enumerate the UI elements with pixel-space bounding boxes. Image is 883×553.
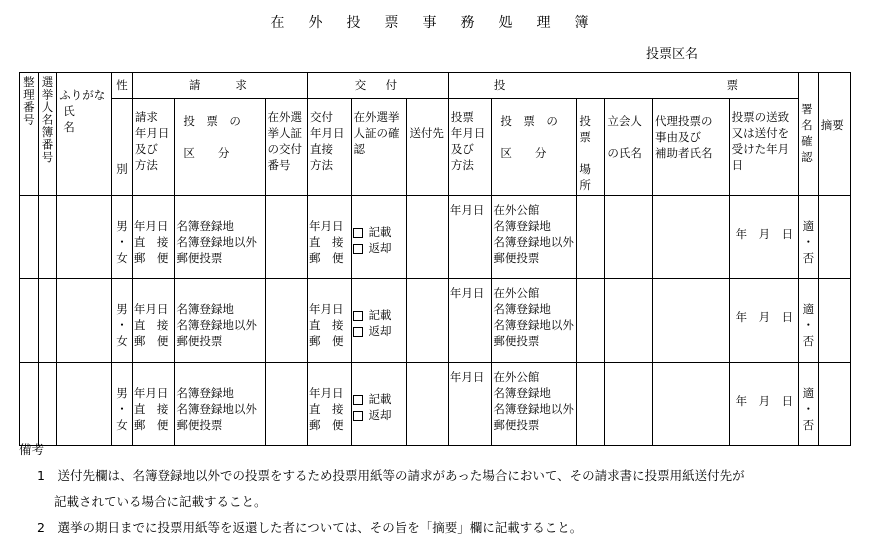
header-tohyo: 投 票 <box>448 73 798 99</box>
checkbox-icon[interactable] <box>353 311 363 321</box>
vote-date-cell: 年月日 <box>448 196 492 279</box>
notes-section <box>19 437 879 541</box>
header-shomei: 署名 確認 <box>799 73 819 196</box>
header-tekiyo: 摘要 <box>818 73 850 196</box>
header-kofu: 交 付 <box>307 73 448 99</box>
gender-cell: 男 ・ 女 <box>112 279 133 363</box>
header-seikyu-date: 請求 年月日 及び 方法 <box>132 99 174 196</box>
table-row <box>20 279 851 363</box>
confirm-cell: 記載 返却 <box>351 363 407 446</box>
req-method-cell: 年月日 直 接 郵 便 <box>132 196 174 279</box>
gender-cell: 男 ・ 女 <box>112 196 133 279</box>
sign-cell: 適 ・ 否 <box>799 279 819 363</box>
vote-kubun-cell: 在外公館 名簿登録地 名簿登録地以外 郵便投票 <box>492 196 577 279</box>
header-seiri: 整理番号 <box>20 73 39 196</box>
header-zaigai-kakunin: 在外選挙 人証の確 認 <box>351 99 407 196</box>
header-sochi: 投票の送致 又は送付を 受けた年月 日 <box>729 99 798 196</box>
checkbox-icon[interactable] <box>353 327 363 337</box>
sent-date-cell: 年 月 日 <box>729 279 798 363</box>
header-zaigai-kofu: 在外選 挙人証 の交付 番号 <box>265 99 307 196</box>
gender-cell: 男 ・ 女 <box>112 363 133 446</box>
issue-method-cell: 年月日 直 接 郵 便 <box>307 196 351 279</box>
table-row <box>20 196 851 279</box>
note-2: 2 選挙の期日までに投票用紙等を返還した者については、その旨を「摘要」欄に記載すること。 <box>37 520 583 535</box>
district-label: 投票区名 <box>646 47 699 62</box>
document-title: 在外投票事務処理簿 <box>270 15 613 31</box>
vote-kubun-cell: 在外公館 名簿登録地 名簿登録地以外 郵便投票 <box>492 363 577 446</box>
req-method-cell: 年月日 直 接 郵 便 <box>132 363 174 446</box>
header-dairi: 代理投票の 事由及び 補助者氏名 <box>652 99 729 196</box>
vote-kubun-cell: 在外公館 名簿登録地 名簿登録地以外 郵便投票 <box>492 279 577 363</box>
sign-cell: 適 ・ 否 <box>799 196 819 279</box>
sent-date-cell: 年 月 日 <box>729 196 798 279</box>
req-method-cell: 年月日 直 接 郵 便 <box>132 279 174 363</box>
header-sofusaki: 送付先 <box>407 99 448 196</box>
header-tohyo-date: 投票 年月日 及び 方法 <box>448 99 492 196</box>
header-kofu-date: 交付 年月日 直接 方法 <box>307 99 351 196</box>
req-kubun-cell: 名簿登録地 名簿登録地以外 郵便投票 <box>175 363 265 446</box>
header-tachiai: 立会人 の氏名 <box>605 99 653 196</box>
checkbox-icon[interactable] <box>353 395 363 405</box>
header-senkyo: 選挙人名簿番号 <box>38 73 57 196</box>
checkbox-icon[interactable] <box>353 228 363 238</box>
header-seikyu: 請 求 <box>132 73 307 99</box>
vote-date-cell: 年月日 <box>448 363 492 446</box>
req-kubun-cell: 名簿登録地 名簿登録地以外 郵便投票 <box>175 196 265 279</box>
vote-date-cell: 年月日 <box>448 279 492 363</box>
header-name: ふりがな 氏名 <box>57 73 112 196</box>
note-1: 1 送付先欄は、名簿登録地以外での投票をするため投票用紙等の請求があった場合において、その請求書に投票用紙送付先が <box>37 468 745 483</box>
note-1-cont: 記載されている場合に記載すること。 <box>54 494 267 509</box>
issue-method-cell: 年月日 直 接 郵 便 <box>307 279 351 363</box>
header-tohyo-basho: 投票 場所 <box>577 99 605 196</box>
sign-cell: 適 ・ 否 <box>799 363 819 446</box>
sent-date-cell: 年 月 日 <box>729 363 798 446</box>
notes-heading: 備考 <box>19 442 45 457</box>
confirm-cell: 記載 返却 <box>351 196 407 279</box>
issue-method-cell: 年月日 直 接 郵 便 <box>307 363 351 446</box>
table-row <box>20 363 851 446</box>
header-seikyu-kubun: 投 票 の 区 分 <box>175 99 265 196</box>
confirm-cell: 記載 返却 <box>351 279 407 363</box>
register-table <box>19 72 851 446</box>
header-sei: 性 <box>112 73 133 99</box>
req-kubun-cell: 名簿登録地 名簿登録地以外 郵便投票 <box>175 279 265 363</box>
header-tohyo-kubun: 投 票 の 区 分 <box>492 99 577 196</box>
checkbox-icon[interactable] <box>353 244 363 254</box>
checkbox-icon[interactable] <box>353 411 363 421</box>
header-sei-betsu: 別 <box>112 99 133 196</box>
